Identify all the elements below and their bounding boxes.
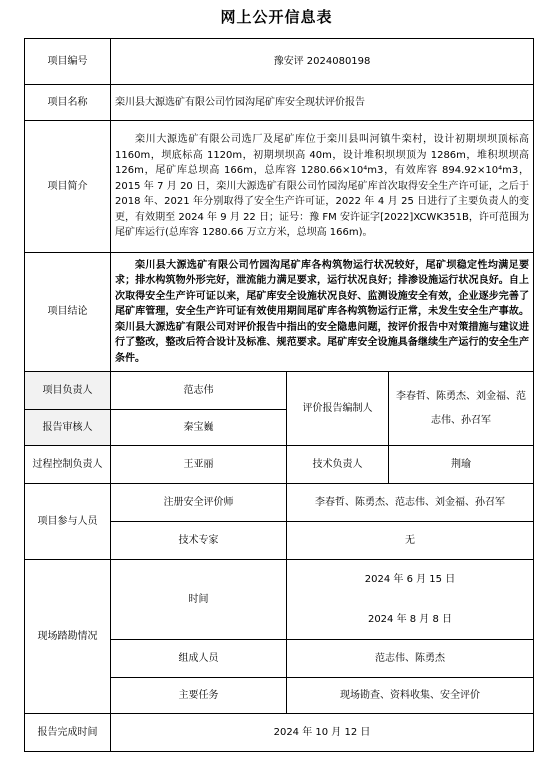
value-report-reviewer: 秦宝巍 [111,410,287,446]
row-registered-assessors [25,484,534,522]
value-project-conclusion: 栾川县大源选矿有限公司竹园沟尾矿库各构筑物运行状况较好，尾矿坝稳定性均满足要求；排水构筑物外形完好，泄流能力满足要求，运行状况良好；排渗设施运行状况良好。自上次取得安全生产许可证以来，尾矿库安全设施状况良好、监测设施安全有效，企业逐步完善了尾矿库管理，安全生产许可证有效使用期间尾矿库各构筑物运行正常，未发生安全生产事故。栾川县大源选矿有限公司对评价报告中指出的安全隐患问题，按评价报告中对策措施与建议进行了整改，整改后符合设计及标准、规范要求。尾矿库安全设施具备继续生产运行的安全生产条件。 [111,253,534,372]
row-report-completion [25,714,534,752]
value-team-members: 范志伟、陈勇杰 [287,640,534,678]
label-participants: 项目参与人员 [25,484,111,560]
value-project-leader: 范志伟 [111,372,287,410]
row-process-control [25,446,534,484]
value-time-1: 2024 年 6 月 15 日 [287,560,534,600]
value-registered-assessors: 李春哲、陈勇杰、范志伟、刘金福、孙召军 [287,484,534,522]
row-time-1 [25,560,534,600]
label-site-survey: 现场踏勘情况 [25,560,111,714]
row-project-intro [25,121,534,253]
value-project-intro: 栾川大源选矿有限公司选厂及尾矿库位于栾川县叫河镇牛栾村，设计初期坝坝顶标高 1160m，坝底标高 1120m，初期坝坝高 40m，设计堆积坝坝顶为 1286m，堆积坝坝高 126m，尾矿库总坝高 166m，总库容 1280.66×10⁴m3，有效库容 894.92×10⁴m3，2015 年 7 月 20 日，栾川大源选矿有限公司竹园沟尾矿库首次取得安全生产许可证，之后于 2018 年、2021 年分别取得了安全生产许可证，2022 年 4 月 25 日进行了主要负责人的变更，有效期至 2024 年 9 月 22 日；证号：豫 FM 安许证字[2022]XCWK351B，许可范围为尾矿库运行(总库容 1280.66 万立方米，总坝高 166m)。 [111,121,534,253]
value-tech-experts: 无 [287,522,534,560]
label-report-editors: 评价报告编制人 [287,372,389,446]
label-time: 时间 [111,560,287,640]
label-project-no: 项目编号 [25,39,111,85]
label-project-leader: 项目负责人 [25,372,111,410]
value-report-completion: 2024 年 10 月 12 日 [111,714,534,752]
value-report-editors: 李春哲、陈勇杰、刘金福、范志伟、孙召军 [389,372,534,446]
label-project-name: 项目名称 [25,85,111,121]
label-team-members: 组成人员 [111,640,287,678]
value-project-name: 栾川县大源选矿有限公司竹园沟尾矿库安全现状评价报告 [111,85,534,121]
label-process-control: 过程控制负责人 [25,446,111,484]
label-main-tasks: 主要任务 [111,678,287,714]
row-project-leader [25,372,534,410]
label-registered-assessors: 注册安全评价师 [111,484,287,522]
value-process-control: 王亚丽 [111,446,287,484]
label-report-reviewer: 报告审核人 [25,410,111,446]
label-tech-leader: 技术负责人 [287,446,389,484]
value-time-2: 2024 年 8 月 8 日 [287,600,534,640]
label-project-intro: 项目简介 [25,121,111,253]
label-project-conclusion: 项目结论 [25,253,111,372]
row-project-name [25,85,534,121]
row-project-conclusion [25,253,534,372]
row-project-no [25,39,534,85]
value-tech-leader: 荆瑜 [389,446,534,484]
value-project-no: 豫安评 2024080198 [111,39,534,85]
label-report-completion: 报告完成时间 [25,714,111,752]
page-title: 网上公开信息表 [220,8,333,26]
value-main-tasks: 现场勘查、资料收集、安全评价 [287,678,534,714]
label-tech-experts: 技术专家 [111,522,287,560]
info-table [24,38,534,752]
